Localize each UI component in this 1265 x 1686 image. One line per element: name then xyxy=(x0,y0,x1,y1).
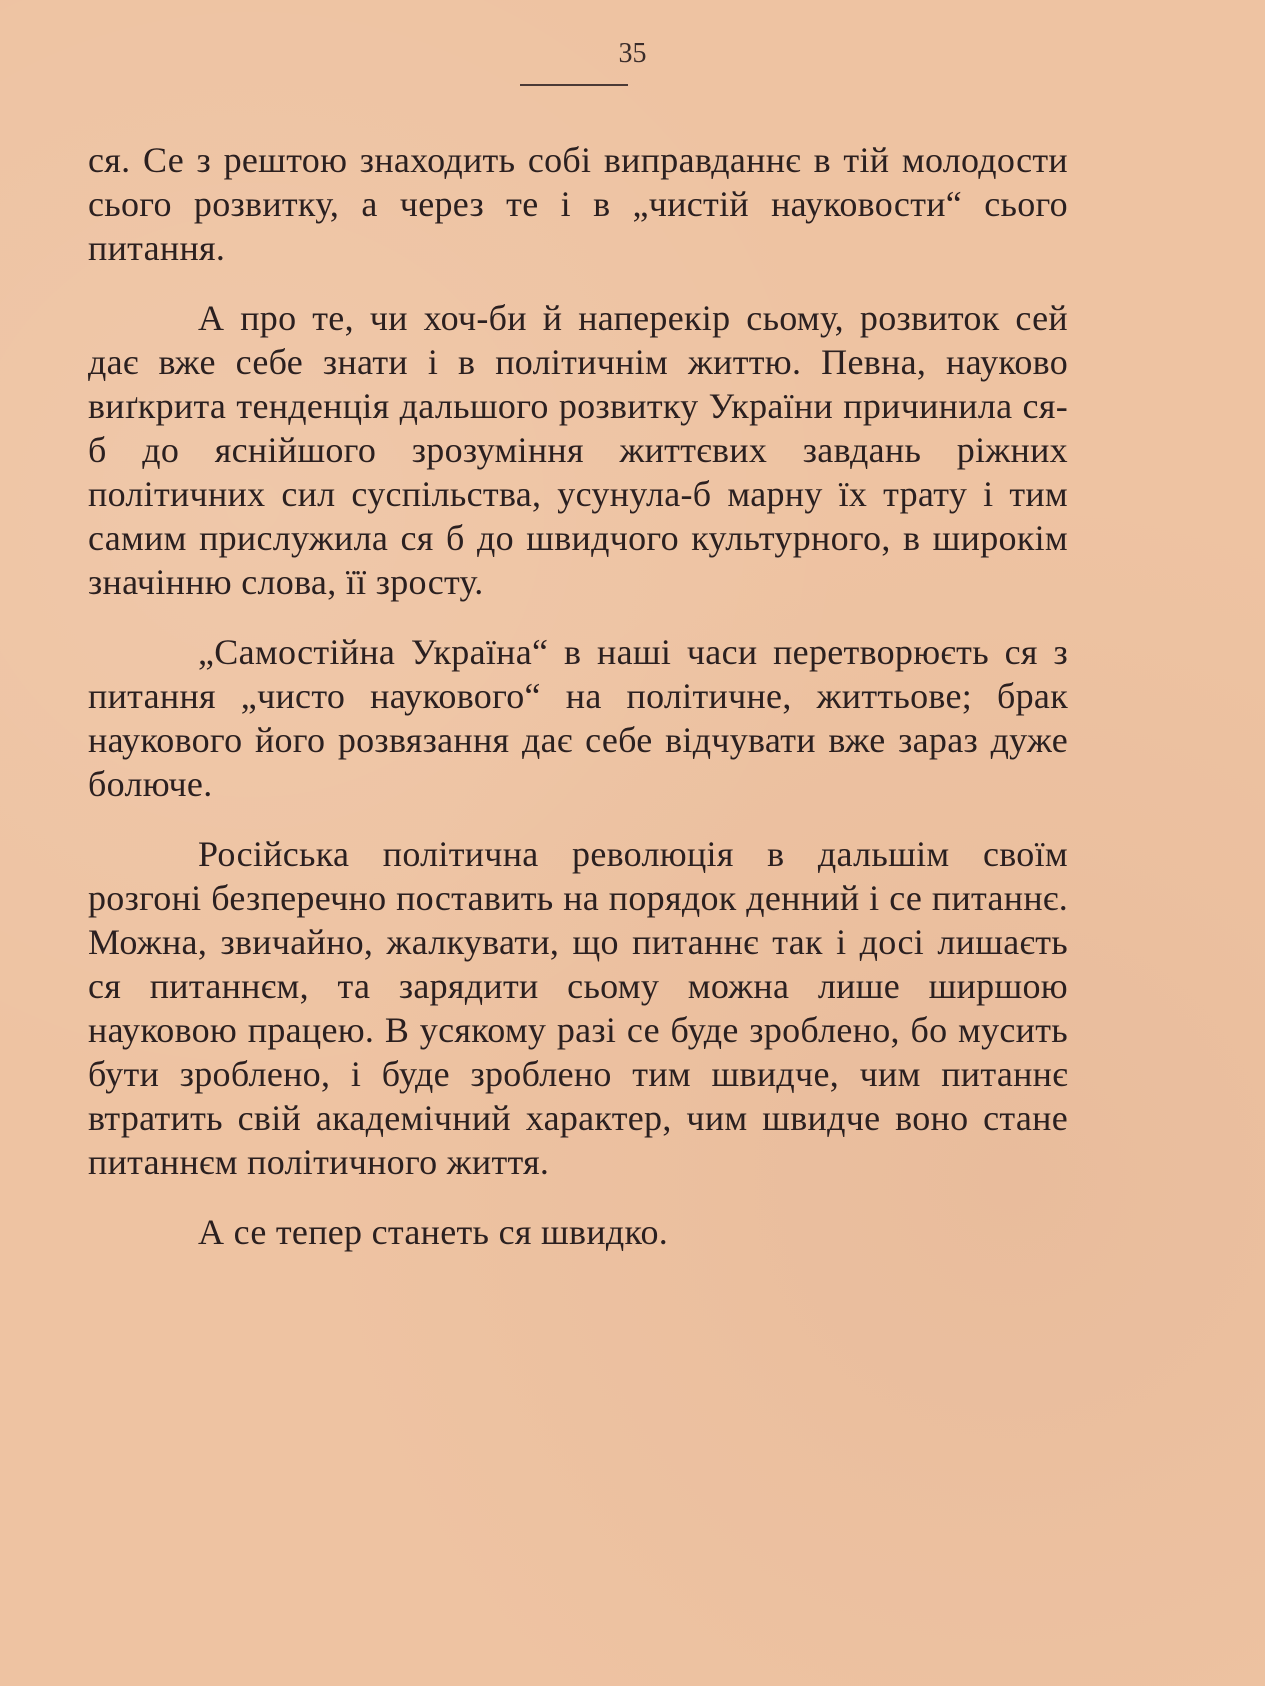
page-number: 35 xyxy=(618,38,647,69)
paragraph-continuation: ся. Се з рештою знаходить собі виправданнє в тій молодости сього розвитку, а через те і в „чистій науковости“ сього питання. xyxy=(88,140,1068,268)
body-text xyxy=(88,138,1068,1280)
page-number-rule xyxy=(520,84,628,86)
paragraph-conclusion: А се тепер станеть ся швидко. xyxy=(198,1212,669,1252)
paragraph-revolution: Російська політична революція в дальшім своїм розгоні безперечно поставить на порядок денний і се питаннє. Можна, звичайно, жалкувати, що питаннє так і досі лишаєть ся питаннєм, та зарядити сьому можна лише ширшою науковою працею. В усякому разі се буде зроблено, бо мусить бути зроблено, і буде зроблено тим швидче, чим питаннє втратить свій академічний характер, чим швидче воно стане питаннєм політичного життя. xyxy=(88,834,1068,1182)
paragraph-development: А про те, чи хоч-би й наперекір сьому, розвиток сей дає вже себе знати і в політичнім життю. Певна, науково виґкрита тенденція дальшого розвитку України причинила ся-б до яснійшого зрозуміння життєвих завдань ріжних політичних сил суспільства, усунула-б марну їх трату і тим самим прислужила ся б до швидчого культурного, в широкім значінню слова, її зросту. xyxy=(88,298,1068,602)
paragraph-independent-ukraine: „Самостійна Україна“ в наші часи перетворюєть ся з питання „чисто наукового“ на політичне, життьове; брак наукового його розвязання дає себе відчувати вже зараз дуже болюче. xyxy=(88,632,1068,804)
